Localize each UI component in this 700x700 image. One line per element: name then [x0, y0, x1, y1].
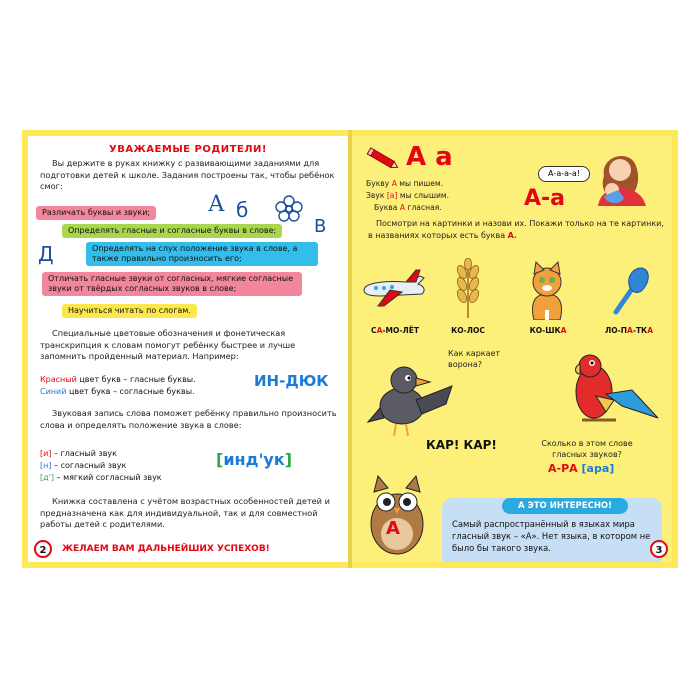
- info-title: А ЭТО ИНТЕРЕСНО!: [502, 498, 628, 514]
- rule-3c: гласная.: [405, 203, 442, 212]
- w4-p4: А: [627, 326, 633, 335]
- closing-text: Книжка составлена с учётом возрастных особенностей детей и предназначена как для индивидуальной, так и для совместной работы детей с родителями.: [40, 496, 330, 529]
- left-page: [22, 130, 348, 568]
- example-word-part1: ИН: [254, 372, 280, 390]
- letter-pair: [524, 186, 565, 211]
- right-page-number: 3: [650, 540, 668, 558]
- transcription-close: ]: [284, 450, 293, 469]
- w3-p3: ШК: [545, 326, 561, 335]
- rule-2a: Звук: [366, 191, 387, 200]
- word-label-1: [360, 326, 430, 335]
- sound-code-1: [и]: [40, 449, 52, 458]
- task-letter: А.: [507, 230, 517, 240]
- sound-code-2: [н]: [40, 461, 52, 470]
- w4-p3: П: [620, 326, 627, 335]
- parrot-answer: [548, 462, 614, 475]
- decor-letter-v: В: [314, 216, 327, 237]
- rule-3b: А: [399, 203, 406, 212]
- rule-3a: Буква: [374, 203, 400, 212]
- wheat-icon: [448, 258, 488, 320]
- blue-rest: цвет букв – согласные буквы.: [68, 387, 195, 396]
- w4-p6: ТК: [635, 326, 648, 335]
- w1-p3: -: [382, 326, 386, 335]
- w3-p4: А: [560, 326, 567, 335]
- sound-desc-3: – мягкий согласный звук: [53, 473, 162, 482]
- sound-code-3: [д']: [40, 473, 54, 482]
- w2-p3: ЛОС: [466, 326, 485, 335]
- word-label-2: [438, 326, 498, 335]
- left-page-number: 2: [34, 540, 52, 558]
- special-text: Специальные цветовые обозначения и фонетическая транскрипция к словам помогут ребёнку быстрее и лучше запомнить пройденный материал. Например:: [40, 328, 296, 361]
- red-rest: цвет букв – гласные буквы.: [79, 375, 196, 384]
- blue-word: Синий: [40, 387, 67, 396]
- speech-bubble: А-а-а-а!: [538, 166, 590, 182]
- rule-line-3: [374, 202, 442, 213]
- red-word: Красный: [40, 375, 77, 384]
- airplane-icon: [360, 266, 430, 312]
- crow-answer: КАР! КАР!: [426, 438, 497, 452]
- decor-letter-a: А: [208, 192, 225, 217]
- goal-1: Различать буквы и звуки;: [36, 206, 156, 220]
- sound-desc-2: – согласный звук: [51, 461, 127, 470]
- sound-line-2: [40, 460, 126, 471]
- word-label-3: [518, 326, 578, 335]
- pencil-icon: [366, 146, 402, 172]
- decor-letter-b: б: [236, 198, 249, 222]
- w4-p2: -: [617, 326, 621, 335]
- parrot-illustration: [562, 350, 662, 434]
- w4-p7: А: [647, 326, 653, 335]
- sound-text: Звуковая запись слова поможет ребёнку правильно произносить слова и определять положение звука в слове:: [40, 408, 337, 430]
- sound-line-3: [40, 472, 162, 483]
- w1-p4: МО: [385, 326, 400, 335]
- info-text: Самый распространённый в языках мира гласный звук – «А». Нет языка, в котором не было бы такого звука.: [452, 519, 651, 553]
- rule-2b: [а]: [386, 191, 398, 200]
- color-legend-red: [40, 374, 196, 385]
- rule-line-2: [366, 190, 449, 201]
- owl-illustration: [362, 472, 432, 558]
- w1-p1: С: [371, 326, 377, 335]
- example-word: [254, 372, 329, 390]
- letter-pair-upper: А: [524, 186, 542, 211]
- w1-p6: ЛЁТ: [402, 326, 419, 335]
- w4-p5: -: [632, 326, 636, 335]
- sound-line-1: [40, 448, 117, 459]
- letter-pair-lower: -а: [541, 186, 566, 211]
- rule-line-1: [366, 178, 443, 189]
- decor-letter-d: Д: [38, 242, 54, 266]
- w2-p2: -: [463, 326, 467, 335]
- owl-letter: А: [386, 518, 400, 539]
- sound-desc-1: – гласный звук: [51, 449, 117, 458]
- right-page: [352, 130, 678, 568]
- parrot-answer-a: А: [548, 462, 557, 475]
- rule-1c: мы пишем.: [396, 179, 444, 188]
- task-text: [368, 218, 664, 241]
- parrot-answer-c: [ара]: [581, 462, 615, 475]
- w2-p1: КО: [451, 326, 464, 335]
- parrot-answer-b: -РА: [556, 462, 582, 475]
- intro-text: Вы держите в руках книжку с развивающими заданиями для подготовки детей к школе. Задания построены так, чтобы ребёнок смог:: [40, 158, 335, 191]
- w4-p1: ЛО: [604, 326, 618, 335]
- mother-child-illustration: [590, 146, 654, 206]
- word-label-4: [592, 326, 666, 335]
- transcription-part1: инд': [223, 450, 264, 469]
- color-legend-blue: [40, 386, 195, 397]
- transcription-part2: ук: [263, 450, 285, 469]
- example-word-part2: -ДЮК: [279, 372, 329, 390]
- crow-question: Как каркает ворона?: [448, 349, 501, 369]
- goal-4: Отличать гласные звуки от согласных, мягкие согласные звуки от твёрдых согласных звуков в слове;: [42, 272, 302, 296]
- w3-p2: -: [542, 326, 546, 335]
- task-text-main: Посмотри на картинки и назови их. Покажи только на те картинки, в названиях которых есть буква: [368, 219, 664, 240]
- goal-5: Научиться читать по слогам.: [62, 304, 197, 318]
- transcription-example: [216, 450, 292, 469]
- w1-p2: А: [376, 326, 383, 335]
- crow-illustration: [366, 356, 458, 438]
- left-page-title: УВАЖАЕМЫЕ РОДИТЕЛИ!: [108, 144, 267, 155]
- shovel-icon: [608, 264, 652, 318]
- book-spread: [22, 130, 678, 568]
- big-letter-a: А а: [406, 142, 453, 172]
- rule-1a: Букву: [366, 179, 392, 188]
- rule-2c: мы слышим.: [397, 191, 450, 200]
- transcription-open: [: [216, 450, 224, 469]
- cat-icon: [522, 260, 572, 320]
- w1-p5: -: [399, 326, 403, 335]
- info-note: [442, 498, 662, 568]
- goal-2: Определять гласные и согласные буквы в слове;: [62, 224, 282, 238]
- parrot-question: Сколько в этом слове гласных звуков?: [541, 439, 633, 459]
- goal-3: Определять на слух положение звука в слове, а также правильно произносить его;: [86, 242, 318, 266]
- left-bottom-line: ЖЕЛАЕМ ВАМ ДАЛЬНЕЙШИХ УСПЕХОВ!: [62, 544, 270, 554]
- rule-1b: А: [391, 179, 397, 188]
- w3-p1: КО: [529, 326, 543, 335]
- flower-icon: [274, 194, 304, 224]
